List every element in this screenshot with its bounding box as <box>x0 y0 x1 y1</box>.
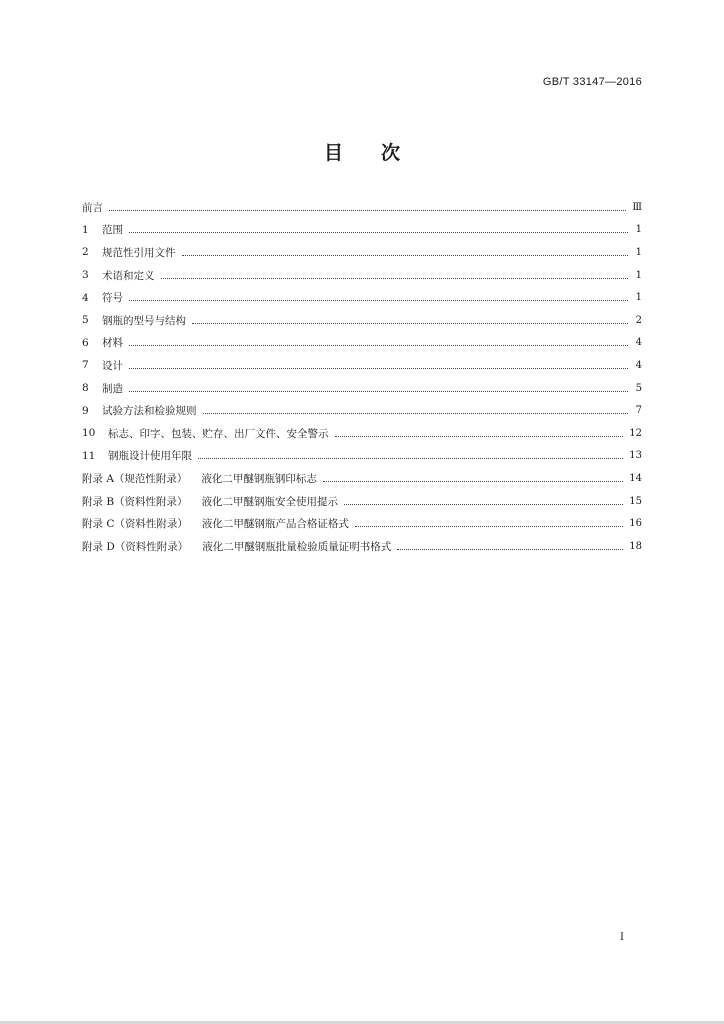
dot-leader <box>182 255 629 256</box>
toc-label: 液化二甲醚钢瓶钢印标志 <box>201 472 317 485</box>
dot-leader <box>335 436 624 437</box>
toc-number: 10 <box>82 427 96 440</box>
dot-leader <box>192 323 628 324</box>
toc-entry[interactable] <box>82 241 642 264</box>
toc-number: 5 <box>82 314 89 327</box>
toc-label: 符号 <box>102 292 123 305</box>
toc-label: 试验方法和检验规则 <box>102 405 197 418</box>
toc-label: 液化二甲醚钢瓶安全使用提示 <box>201 495 339 508</box>
toc-label: 范围 <box>102 224 123 237</box>
toc-page: Ⅲ <box>632 201 642 213</box>
dot-leader <box>129 368 628 369</box>
toc-label: 液化二甲醚钢瓶批量检验质量证明书格式 <box>202 540 392 553</box>
toc-entry[interactable] <box>82 264 642 287</box>
toc-entry[interactable] <box>82 354 642 377</box>
dot-leader <box>355 526 623 527</box>
dot-leader <box>109 210 626 211</box>
toc-number: 8 <box>82 382 89 395</box>
toc-entry[interactable] <box>82 377 642 400</box>
toc-page: 4 <box>635 337 642 349</box>
dot-leader <box>129 345 628 346</box>
dot-leader <box>129 300 628 301</box>
toc-number: 4 <box>82 291 89 304</box>
toc-entry[interactable] <box>82 309 642 332</box>
toc-page: 1 <box>635 224 642 236</box>
toc-label: 标志、印字、包装、贮存、出厂文件、安全警示 <box>108 427 329 440</box>
toc-page: 15 <box>629 495 642 507</box>
toc-page: 1 <box>635 269 642 281</box>
toc-page: 16 <box>629 518 642 530</box>
toc-page: 1 <box>635 246 642 258</box>
dot-leader <box>198 458 623 459</box>
table-of-contents <box>82 196 642 558</box>
dot-leader <box>203 413 629 414</box>
toc-entry[interactable] <box>82 286 642 309</box>
toc-annex-number: 附录 A（规范性附录） <box>82 472 188 485</box>
document-id: GB/T 33147—2016 <box>542 76 642 88</box>
title-char-1: 目 <box>323 142 343 164</box>
title-char-2: 次 <box>381 142 401 164</box>
toc-entry-annex-c[interactable] <box>82 512 642 535</box>
toc-number: 1 <box>82 223 89 236</box>
toc-number: 3 <box>82 269 89 282</box>
dot-leader <box>397 549 623 550</box>
toc-entry-foreword[interactable] <box>82 196 642 219</box>
toc-entry-annex-b[interactable] <box>82 490 642 513</box>
dot-leader <box>129 232 628 233</box>
toc-annex-number: 附录 B（资料性附录） <box>82 495 188 508</box>
toc-page: 1 <box>635 292 642 304</box>
toc-entry[interactable] <box>82 422 642 445</box>
toc-entry[interactable] <box>82 332 642 355</box>
toc-entry-annex-d[interactable] <box>82 535 642 558</box>
toc-label: 液化二甲醚钢瓶产品合格证格式 <box>201 518 349 531</box>
toc-label: 制造 <box>102 382 123 395</box>
toc-page: 13 <box>629 450 642 462</box>
toc-number: 11 <box>82 449 96 462</box>
toc-label: 材料 <box>102 337 123 350</box>
toc-annex-number: 附录 C（资料性附录） <box>82 518 188 531</box>
toc-page: 4 <box>635 359 642 371</box>
toc-page: 18 <box>629 540 642 552</box>
toc-entry-annex-a[interactable] <box>82 467 642 490</box>
dot-leader <box>323 481 623 482</box>
toc-page: 2 <box>635 314 642 326</box>
toc-label: 规范性引用文件 <box>102 246 176 259</box>
toc-page: 5 <box>635 382 642 394</box>
page-title <box>0 138 724 165</box>
dot-leader <box>161 278 629 279</box>
toc-number: 2 <box>82 246 89 259</box>
toc-annex-number: 附录 D（资料性附录） <box>82 540 189 553</box>
dot-leader <box>129 391 628 392</box>
toc-entry[interactable] <box>82 399 642 422</box>
toc-number: 6 <box>82 336 89 349</box>
dot-leader <box>344 504 623 505</box>
toc-page: 12 <box>629 427 642 439</box>
toc-label: 前言 <box>82 201 103 214</box>
toc-number: 7 <box>82 359 89 372</box>
toc-page: 7 <box>635 405 642 417</box>
toc-label: 钢瓶的型号与结构 <box>102 314 186 327</box>
page-number: Ⅰ <box>620 932 624 943</box>
toc-entry[interactable] <box>82 445 642 468</box>
toc-number: 9 <box>82 404 89 417</box>
toc-label: 钢瓶设计使用年限 <box>108 450 192 463</box>
toc-page: 14 <box>629 472 642 484</box>
toc-label: 设计 <box>102 359 123 372</box>
toc-label: 术语和定义 <box>102 269 155 282</box>
toc-entry[interactable] <box>82 219 642 242</box>
